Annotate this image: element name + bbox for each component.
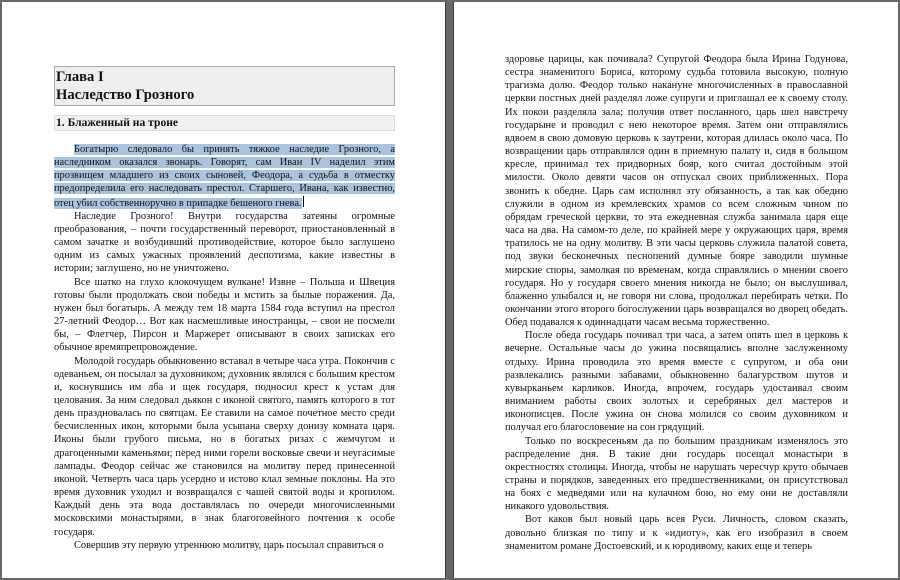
text-selection-highlight[interactable]: Богатырю следовало бы принять тяжкое наследие Грозного, а наследником оказался звонарь. Говорят, сам Иван IV наделил этим прозвищем младшего из своих сыновей, Феодора, а судьба в отместку предопределила его наследовать престол. Старшего, Ивана, как известно, отец убил собственноручно в припадке бешеного гнева.	[54, 144, 395, 209]
chapter-heading-line1[interactable]: Глава I	[56, 69, 104, 85]
paragraph[interactable]: Молодой государь обыкновенно вставал в четыре часа утра. Покончив с одеваньем, он посылал за духовником; духовник являлся с большим крестом и, коснувшись им лба и щек государя, подносил крест к устам для целования. За ним следовал дьякон с иконой святого, память которого в тот день праздновалась по святцам. Ее ставили на самое почетное место среди бесчисленных икон, которыми была усыпана сверху донизу комната царя. Иконы были грубого письма, но в богатых ризах с жемчугом и драгоценными каменьями; перед ними горели восковые свечи и неугасимые лампады. Феодор сейчас же становился на молитву перед принесенной иконой. Четверть часа царь усердно и истово клал земные поклоны. На это время духовник уходил и возвращался с чашей святой воды и кропилом. Каждый день эта вода доставлялась по очереди многочисленными московскими монастырями, в знак благоговейного почтения к особе государя.	[54, 355, 395, 538]
section-heading[interactable]: 1. Блаженный на троне	[54, 115, 395, 131]
page-right[interactable]	[453, 2, 898, 578]
chapter-heading-line2[interactable]: Наследство Грозного	[56, 87, 195, 103]
paragraph[interactable]: Наследие Грозного! Внутри государства затеяны огромные преобразования, – почти государственный переворот, приостановленный в самом зачатке и возбудивший противодействие, которое было заглушено одним из самых ужасных проявлений деспотизма, какие известны в истории; заглушено, но не уничтожено.	[54, 210, 395, 275]
selected-paragraph[interactable]	[54, 143, 395, 210]
text-cursor	[303, 196, 304, 207]
continued-paragraph[interactable]: здоровье царицы, как почивала? Супругой Феодора была Ирина Годунова, сестра знаменитого Бориса, которому судьба готовила высокую, полную трагизма долю. Феодор только накануне многочисленных в православной церкви постных дней разделял ложе супруги и приглашал ее к своему столу. Их покои разделяла зала; получив ответ посланного, царь шел навстречу государыне и проводил с нею некоторое время. Затем они отправлялись вдвоем в свою домовую церковь к заутрени, которая длилась около часа. По возвращении царь отправлялся один в приемную палату и, сидя в большом кресле, принимал тех придворных бояр, кого считал достойным этой милости. Около девяти часов он отпускал своих приближенных. Пора звонить к обедне. Царь сам исполнял эту обязанность, а так как обедню служили в одном из кремлевских храмов со всем сложным чином по обрядам греческой церкви, то эта ежедневная служба занимала царя еще часа на два. На самом-то деле, по крайней мере у окружающих царя, время тратилось не на одну молитву. В эти часы церковь служила палатой совета, под звуки бесконечных песнопений думные бояре заводили шумные мирские споры, замолкая по временам, когда справлялись о мнении своего государя. Но у государя своего мнения никогда не было; он выслушивал, блаженно улыбался и, не говоря ни слова, продолжал перебирать четки. По окончании этого второго богослужении царь возвращался во дворец обедать. Обед подавался к одиннадцати часам весьма торжественно.	[505, 54, 848, 329]
page-right-content[interactable]	[505, 53, 848, 553]
paragraph[interactable]: Совершив эту первую утреннюю молитву, царь посылал справиться о	[74, 539, 384, 551]
chapter-heading[interactable]	[54, 66, 395, 106]
paragraph[interactable]: Все шатко на глухо клокочущем вулкане! Извне – Польша и Швеция готовы были продолжать свои победы и мстить за былые поражения. Да, нужен был богатырь. А между тем 18 марта 1584 года вступил на престол 27-летний Феодор… Вот как насмешливые иностранцы, – свои не посмели бы, – Флетчер, Пирсон и Маржерет описывают в своих записках его обычное времяпрепровождение.	[54, 276, 395, 354]
page-left[interactable]	[2, 2, 446, 578]
paragraph[interactable]: После обеда государь почивал три часа, а затем опять шел в церковь к вечерне. Остальные часы до ужина посвящались вполне заслуженному отдыху. Ирина проводила это время вместе с супругом, и оба они развлекались разными забавами, обыкновенно балагурством шутов и кувырканьем карликов. Иногда, впрочем, государь удостаивал своим вниманием работы своих золотых и серебряных дел мастеров и иконописцев. После ужина он снова молился со своим духовником и получал его благословение на сон грядущий.	[505, 330, 848, 434]
page-left-content[interactable]	[54, 66, 395, 552]
paragraph[interactable]: Вот каков был новый царь всея Руси. Личность, словом сказать, довольно близкая по типу и к «идиоту», как его изобразил в своем знаменитом романе Достоевский, и к юродивому, каких еще и теперь	[505, 514, 848, 552]
paragraph[interactable]: Только по воскресеньям да по большим праздникам изменялось это распределение дня. В такие дни государь посещал монастыри в окрестностях столицы. Иногда, чтобы не нарушать чересчур круто обычаев страны и порядков, заведенных его предшественниками, он присутствовал на боях с медведями или на кулачном бою, но ему они не доставляли никакого удовольствия.	[505, 435, 848, 513]
